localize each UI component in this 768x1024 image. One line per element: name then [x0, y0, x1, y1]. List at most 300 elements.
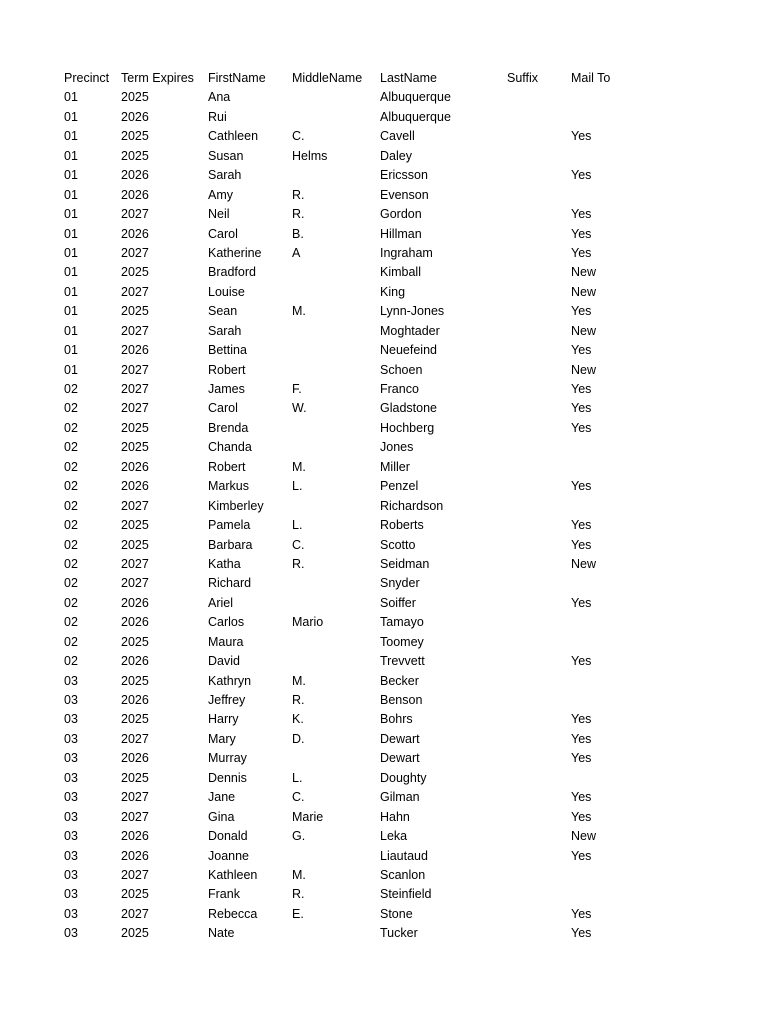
mail-to-cell	[571, 633, 651, 652]
lastname-cell: Scotto	[380, 537, 416, 552]
mail-to-cell	[571, 108, 651, 127]
middlename-cell: E.	[292, 906, 304, 921]
firstname-cell: Bettina	[208, 343, 247, 358]
suffix-cell	[507, 341, 571, 360]
term-expires-cell: 2025	[121, 634, 149, 649]
lastname-cell: Becker	[380, 673, 419, 688]
firstname-cell: Carol	[208, 401, 238, 416]
table-row	[64, 361, 651, 380]
suffix-cell	[507, 827, 571, 846]
table-row	[64, 205, 651, 224]
middlename-cell: R.	[292, 556, 305, 571]
middlename-cell	[292, 652, 380, 671]
table-row	[64, 244, 651, 263]
firstname-cell: Katha	[208, 556, 241, 571]
term-expires-cell: 2027	[121, 790, 149, 805]
lastname-cell: Roberts	[380, 518, 424, 533]
table-row	[64, 555, 651, 574]
table-row	[64, 710, 651, 729]
suffix-cell	[507, 361, 571, 380]
suffix-cell	[507, 88, 571, 107]
precinct-cell: 02	[64, 420, 78, 435]
lastname-cell: Hochberg	[380, 420, 435, 435]
table-body	[64, 88, 651, 943]
suffix-cell	[507, 438, 571, 457]
firstname-cell: Barbara	[208, 537, 253, 552]
suffix-cell	[507, 847, 571, 866]
precinct-cell: 02	[64, 634, 78, 649]
term-expires-cell: 2027	[121, 731, 149, 746]
header-firstname: FirstName	[208, 71, 266, 85]
term-expires-cell: 2025	[121, 90, 149, 105]
firstname-cell: Sarah	[208, 168, 242, 183]
suffix-cell	[507, 108, 571, 127]
table-row	[64, 516, 651, 535]
lastname-cell: Jones	[380, 440, 414, 455]
firstname-cell: Rui	[208, 109, 227, 124]
table-row	[64, 380, 651, 399]
middlename-cell: C.	[292, 537, 305, 552]
middlename-cell: R.	[292, 187, 305, 202]
firstname-cell: James	[208, 382, 245, 396]
precinct-cell: 01	[64, 148, 78, 163]
suffix-cell	[507, 497, 571, 516]
precinct-cell: 02	[64, 459, 78, 474]
table-row	[64, 399, 651, 418]
table-row	[64, 536, 651, 555]
middlename-cell: R.	[292, 207, 305, 222]
table-row	[64, 827, 651, 846]
term-expires-cell: 2025	[121, 518, 149, 533]
suffix-cell	[507, 322, 571, 341]
suffix-cell	[507, 186, 571, 205]
lastname-cell: Dewart	[380, 751, 420, 766]
table-row	[64, 108, 651, 127]
suffix-cell	[507, 380, 571, 399]
firstname-cell: Pamela	[208, 518, 251, 533]
term-expires-cell: 2026	[121, 187, 149, 202]
table-row	[64, 497, 651, 516]
firstname-cell: David	[208, 654, 240, 669]
firstname-cell: Bradford	[208, 265, 256, 280]
firstname-cell: Louise	[208, 284, 245, 299]
mail-to-cell: Yes	[571, 654, 592, 669]
term-expires-cell: 2025	[121, 712, 149, 727]
lastname-cell: Leka	[380, 829, 408, 844]
term-expires-cell: 2025	[121, 673, 149, 688]
term-expires-cell: 2027	[121, 362, 149, 377]
precinct-cell: 03	[64, 712, 78, 727]
precinct-cell: 01	[64, 168, 78, 183]
table-row	[64, 127, 651, 146]
suffix-cell	[507, 594, 571, 613]
middlename-cell: Mario	[292, 615, 324, 630]
term-expires-cell: 2025	[121, 304, 149, 319]
term-expires-cell: 2027	[121, 401, 149, 416]
mail-to-cell: Yes	[571, 751, 592, 766]
suffix-cell	[507, 788, 571, 807]
middlename-cell	[292, 438, 380, 457]
firstname-cell: Maura	[208, 634, 244, 649]
firstname-cell: Dennis	[208, 770, 247, 785]
lastname-cell: Moghtader	[380, 323, 440, 338]
precinct-cell: 02	[64, 479, 78, 494]
suffix-cell	[507, 652, 571, 671]
mail-to-cell: New	[571, 362, 597, 377]
mail-to-cell: Yes	[571, 343, 592, 358]
lastname-cell: Miller	[380, 459, 410, 474]
table-row	[64, 574, 651, 593]
table-row	[64, 458, 651, 477]
table-row	[64, 147, 651, 166]
middlename-cell: M.	[292, 867, 306, 882]
suffix-cell	[507, 769, 571, 788]
mail-to-cell: Yes	[571, 712, 592, 727]
precinct-cell: 02	[64, 654, 78, 669]
suffix-cell	[507, 866, 571, 885]
lastname-cell: Bohrs	[380, 712, 413, 727]
term-expires-cell: 2026	[121, 479, 149, 494]
precinct-cell: 02	[64, 518, 78, 533]
table-row	[64, 88, 651, 107]
suffix-cell	[507, 477, 571, 496]
mail-to-cell: Yes	[571, 595, 592, 610]
middlename-cell	[292, 633, 380, 652]
term-expires-cell: 2027	[121, 556, 149, 571]
precinct-cell: 03	[64, 829, 78, 844]
term-expires-cell: 2025	[121, 926, 149, 941]
middlename-cell: L.	[292, 518, 303, 533]
lastname-cell: Lynn-Jones	[380, 304, 445, 319]
middlename-cell	[292, 341, 380, 360]
suffix-cell	[507, 574, 571, 593]
middlename-cell	[292, 88, 380, 107]
mail-to-cell: Yes	[571, 906, 592, 921]
middlename-cell: W.	[292, 401, 307, 416]
lastname-cell: Gilman	[380, 790, 420, 805]
suffix-cell	[507, 458, 571, 477]
middlename-cell	[292, 574, 380, 593]
middlename-cell: M.	[292, 304, 306, 319]
term-expires-cell: 2027	[121, 245, 149, 260]
middlename-cell	[292, 283, 380, 302]
header-lastname: LastName	[380, 71, 437, 85]
firstname-cell: Susan	[208, 148, 244, 163]
firstname-cell: Gina	[208, 809, 235, 824]
precinct-cell: 01	[64, 187, 78, 202]
mail-to-cell: New	[571, 556, 597, 571]
middlename-cell: K.	[292, 712, 304, 727]
suffix-cell	[507, 808, 571, 827]
lastname-cell: Ericsson	[380, 168, 428, 183]
table-row	[64, 905, 651, 924]
term-expires-cell: 2027	[121, 576, 149, 591]
middlename-cell: M.	[292, 459, 306, 474]
lastname-cell: Neuefeind	[380, 343, 437, 358]
table-row	[64, 322, 651, 341]
precinct-cell: 02	[64, 556, 78, 571]
term-expires-cell: 2027	[121, 284, 149, 299]
mail-to-cell	[571, 885, 651, 904]
middlename-cell	[292, 594, 380, 613]
mail-to-cell	[571, 147, 651, 166]
middlename-cell	[292, 419, 380, 438]
term-expires-cell: 2027	[121, 498, 149, 513]
precinct-cell: 03	[64, 731, 78, 746]
mail-to-cell: New	[571, 284, 597, 299]
firstname-cell: Jane	[208, 790, 236, 805]
firstname-cell: Robert	[208, 362, 246, 377]
lastname-cell: Seidman	[380, 556, 430, 571]
header-precinct: Precinct	[64, 71, 110, 85]
mail-to-cell: Yes	[571, 207, 592, 222]
table-row	[64, 477, 651, 496]
firstname-cell: Sean	[208, 304, 238, 319]
lastname-cell: Albuquerque	[380, 90, 451, 105]
precinct-cell: 01	[64, 245, 78, 260]
mail-to-cell: Yes	[571, 129, 592, 144]
middlename-cell	[292, 497, 380, 516]
suffix-cell	[507, 166, 571, 185]
lastname-cell: Stone	[380, 906, 413, 921]
mail-to-cell: Yes	[571, 790, 592, 805]
mail-to-cell: Yes	[571, 537, 592, 552]
mail-to-cell	[571, 186, 651, 205]
lastname-cell: Doughty	[380, 770, 427, 785]
header-middlename: MiddleName	[292, 71, 363, 85]
firstname-cell: Carlos	[208, 615, 245, 630]
lastname-cell: Kimball	[380, 265, 421, 280]
mail-to-cell: Yes	[571, 168, 592, 183]
firstname-cell: Donald	[208, 829, 248, 844]
suffix-cell	[507, 633, 571, 652]
suffix-cell	[507, 516, 571, 535]
precinct-cell: 01	[64, 362, 78, 377]
table-row	[64, 341, 651, 360]
suffix-cell	[507, 613, 571, 632]
table-row	[64, 749, 651, 768]
middlename-cell: C.	[292, 790, 305, 805]
table-row	[64, 885, 651, 904]
middlename-cell	[292, 166, 380, 185]
firstname-cell: Brenda	[208, 420, 249, 435]
table-row	[64, 730, 651, 749]
term-expires-cell: 2025	[121, 537, 149, 552]
middlename-cell: G.	[292, 829, 306, 844]
precinct-cell: 02	[64, 401, 78, 416]
suffix-cell	[507, 283, 571, 302]
precinct-cell: 01	[64, 343, 78, 358]
table-row	[64, 225, 651, 244]
lastname-cell: Trevvett	[380, 654, 425, 669]
mail-to-cell: New	[571, 829, 597, 844]
mail-to-cell: Yes	[571, 731, 592, 746]
firstname-cell: Cathleen	[208, 129, 259, 144]
lastname-cell: Hahn	[380, 809, 410, 824]
term-expires-cell: 2025	[121, 265, 149, 280]
lastname-cell: Toomey	[380, 634, 424, 649]
middlename-cell: F.	[292, 382, 302, 396]
suffix-cell	[507, 710, 571, 729]
precinct-cell: 01	[64, 129, 78, 144]
lastname-cell: Snyder	[380, 576, 420, 591]
middlename-cell: D.	[292, 731, 305, 746]
table-row	[64, 613, 651, 632]
lastname-cell: Hillman	[380, 226, 422, 241]
suffix-cell	[507, 749, 571, 768]
middlename-cell: R.	[292, 887, 305, 902]
middlename-cell	[292, 847, 380, 866]
suffix-cell	[507, 691, 571, 710]
header-suffix: Suffix	[507, 71, 539, 85]
mail-to-cell: Yes	[571, 518, 592, 533]
middlename-cell: L.	[292, 479, 303, 494]
middlename-cell: R.	[292, 693, 305, 707]
suffix-cell	[507, 263, 571, 282]
firstname-cell: Robert	[208, 459, 246, 474]
term-expires-cell: 2027	[121, 207, 149, 222]
header-mail-to: Mail To	[571, 71, 611, 85]
middlename-cell: L.	[292, 770, 303, 785]
table-row	[64, 866, 651, 885]
firstname-cell: Chanda	[208, 440, 252, 455]
firstname-cell: Jeffrey	[208, 693, 246, 707]
precinct-cell: 02	[64, 382, 78, 396]
term-expires-cell: 2027	[121, 323, 149, 338]
suffix-cell	[507, 419, 571, 438]
lastname-cell: Franco	[380, 382, 419, 396]
firstname-cell: Kathryn	[208, 673, 252, 688]
precinct-cell: 03	[64, 770, 78, 785]
precinct-cell: 01	[64, 109, 78, 124]
suffix-cell	[507, 730, 571, 749]
term-expires-cell: 2025	[121, 129, 149, 144]
table-row	[64, 438, 651, 457]
mail-to-cell	[571, 438, 651, 457]
precinct-cell: 03	[64, 693, 78, 707]
precinct-cell: 01	[64, 284, 78, 299]
table-row	[64, 924, 651, 943]
term-expires-cell: 2026	[121, 751, 149, 766]
firstname-cell: Richard	[208, 576, 252, 591]
header-term-expires: Term Expires	[121, 71, 194, 85]
suffix-cell	[507, 672, 571, 691]
mail-to-cell	[571, 672, 651, 691]
term-expires-cell: 2026	[121, 848, 149, 863]
mail-to-cell: Yes	[571, 401, 592, 416]
lastname-cell: Benson	[380, 693, 423, 707]
firstname-cell: Sarah	[208, 323, 242, 338]
table-row	[64, 633, 651, 652]
mail-to-cell: Yes	[571, 926, 592, 941]
mail-to-cell	[571, 88, 651, 107]
mail-to-cell	[571, 458, 651, 477]
firstname-cell: Kimberley	[208, 498, 264, 513]
table-row	[64, 691, 651, 710]
middlename-cell: Helms	[292, 148, 328, 163]
lastname-cell: Daley	[380, 148, 412, 163]
term-expires-cell: 2026	[121, 615, 149, 630]
precinct-cell: 03	[64, 926, 78, 941]
table-row	[64, 419, 651, 438]
precinct-cell: 02	[64, 576, 78, 591]
firstname-cell: Joanne	[208, 848, 250, 863]
precinct-cell: 02	[64, 615, 78, 630]
precinct-cell: 03	[64, 790, 78, 805]
lastname-cell: Schoen	[380, 362, 423, 377]
lastname-cell: Penzel	[380, 479, 419, 494]
precinct-cell: 02	[64, 595, 78, 610]
firstname-cell: Neil	[208, 207, 230, 222]
firstname-cell: Carol	[208, 226, 238, 241]
middlename-cell: Marie	[292, 809, 324, 824]
suffix-cell	[507, 244, 571, 263]
precinct-cell: 01	[64, 304, 78, 319]
table-row	[64, 283, 651, 302]
term-expires-cell: 2026	[121, 595, 149, 610]
mail-to-cell	[571, 866, 651, 885]
precinct-cell: 01	[64, 323, 78, 338]
firstname-cell: Mary	[208, 731, 236, 746]
term-expires-cell: 2026	[121, 654, 149, 669]
lastname-cell: King	[380, 284, 406, 299]
precinct-cell: 03	[64, 906, 78, 921]
term-expires-cell: 2025	[121, 420, 149, 435]
lastname-cell: Dewart	[380, 731, 420, 746]
firstname-cell: Murray	[208, 751, 247, 766]
table-row	[64, 847, 651, 866]
firstname-cell: Harry	[208, 712, 239, 727]
suffix-cell	[507, 905, 571, 924]
term-expires-cell: 2027	[121, 382, 149, 396]
term-expires-cell: 2026	[121, 693, 149, 707]
mail-to-cell: Yes	[571, 809, 592, 824]
firstname-cell: Nate	[208, 926, 235, 941]
suffix-cell	[507, 127, 571, 146]
term-expires-cell: 2026	[121, 226, 149, 241]
header-row	[64, 69, 651, 88]
term-expires-cell: 2026	[121, 168, 149, 183]
term-expires-cell: 2026	[121, 343, 149, 358]
precinct-cell: 01	[64, 90, 78, 105]
middlename-cell: C.	[292, 129, 305, 144]
table-row	[64, 808, 651, 827]
firstname-cell: Amy	[208, 187, 233, 202]
suffix-cell	[507, 399, 571, 418]
firstname-cell: Rebecca	[208, 906, 258, 921]
precinct-cell: 01	[64, 265, 78, 280]
precinct-cell: 03	[64, 751, 78, 766]
roster-table	[64, 69, 651, 944]
precinct-cell: 01	[64, 207, 78, 222]
suffix-cell	[507, 147, 571, 166]
middlename-cell	[292, 361, 380, 380]
middlename-cell	[292, 263, 380, 282]
middlename-cell	[292, 322, 380, 341]
middlename-cell	[292, 924, 380, 943]
mail-to-cell	[571, 769, 651, 788]
mail-to-cell: New	[571, 323, 597, 338]
term-expires-cell: 2026	[121, 829, 149, 844]
table-row	[64, 594, 651, 613]
mail-to-cell: Yes	[571, 420, 592, 435]
lastname-cell: Ingraham	[380, 245, 433, 260]
precinct-cell: 03	[64, 673, 78, 688]
precinct-cell: 02	[64, 440, 78, 455]
term-expires-cell: 2026	[121, 109, 149, 124]
table-row	[64, 186, 651, 205]
firstname-cell: Ariel	[208, 595, 234, 610]
